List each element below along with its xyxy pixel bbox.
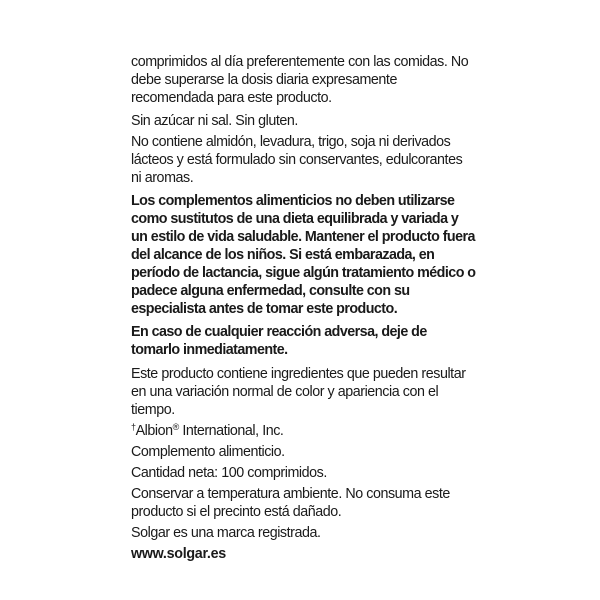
dagger-symbol: †: [131, 422, 136, 432]
registered-symbol: ®: [172, 422, 179, 432]
storage-instructions: Conservar a temperatura ambiente. No consuma este producto si el precinto está dañado.: [131, 486, 450, 520]
website-url: www.solgar.es: [131, 546, 226, 562]
dosage-instructions: comprimidos al día preferentemente con las comidas. No debe superarse la dosis diaria expresamente recomendada para este producto.: [131, 54, 469, 106]
color-variation-note: Este producto contiene ingredientes que pueden resultar en una variación normal de color y apariencia con el tiempo.: [131, 366, 466, 418]
supplement-label-text: [131, 53, 476, 563]
free-from-statement: No contiene almidón, levadura, trigo, soja ni derivados lácteos y está formulado sin conservantes, edulcorantes ni aromas.: [131, 134, 463, 186]
safety-warning: Los complementos alimenticios no deben utilizarse como sustitutos de una dieta equilibrada y variada y un estilo de vida saludable. Mantener el producto fuera del alcance de los niños. Si está embarazada, en período de lactancia, sigue algún tratamiento médico o padece alguna enfermedad, consulte con su especialista antes de tomar este producto.: [131, 193, 476, 317]
albion-trademark: [131, 422, 476, 440]
sugar-salt-gluten-statement: Sin azúcar ni sal. Sin gluten.: [131, 113, 298, 129]
product-category: Complemento alimenticio.: [131, 444, 285, 460]
trademark-notice: Solgar es una marca registrada.: [131, 525, 321, 541]
adverse-reaction-warning: En caso de cualquier reacción adversa, deje de tomarlo inmediatamente.: [131, 324, 427, 358]
albion-name: Albion: [135, 423, 173, 439]
net-quantity: Cantidad neta: 100 comprimidos.: [131, 465, 327, 481]
albion-suffix: International, Inc.: [178, 423, 284, 439]
